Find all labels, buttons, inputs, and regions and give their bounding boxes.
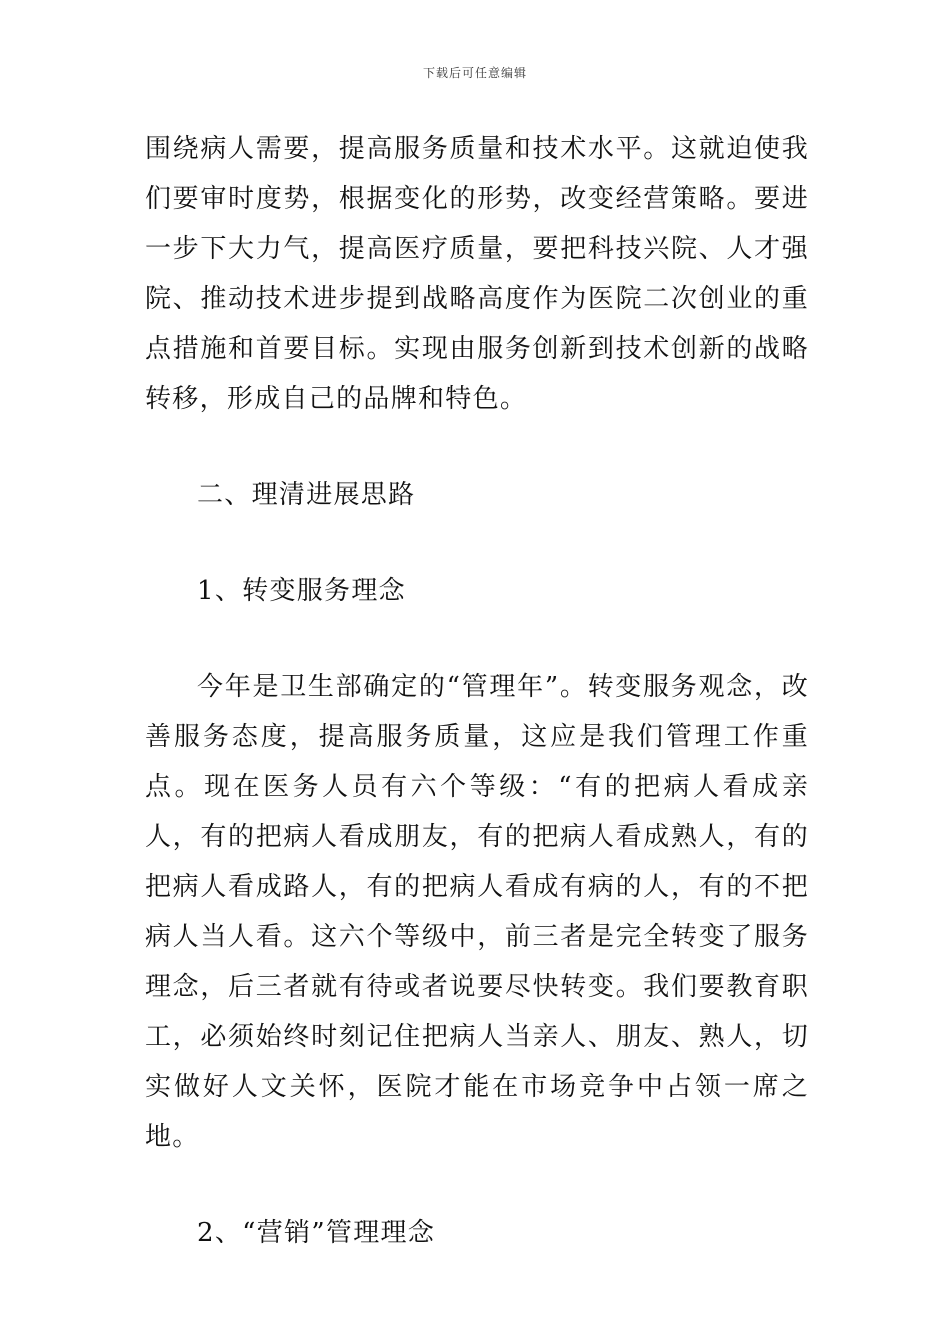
document-body [145, 124, 809, 1258]
paragraph-continued: 围绕病人需要，提高服务质量和技术水平。这就迫使我们要审时度势，根据变化的形势，改变经营策略。要进一步下大力气，提高医疗质量，要把科技兴院、人才强院、推动技术进步提到战略高度作为医院二次创业的重点措施和首要目标。实现由服务创新到技术创新的战略转移，形成自己的品牌和特色。 [145, 134, 809, 414]
section-heading: 二、理清进展思路 [197, 480, 416, 510]
header-note: 下载后可任意编辑 [422, 66, 527, 80]
subsection-heading-2: 2、“营销”管理理念 [197, 1218, 436, 1248]
paragraph-service-concept: 今年是卫生部确定的“管理年”。转变服务观念，改善服务态度，提高服务质量，这应是我们管理工作重点。现在医务人员有六个等级：“有的把病人看成亲人，有的把病人看成朋友，有的把病人看成熟人，有的把病人看成路人，有的把病人看成有病的人，有的不把病人当人看。这六个等级中，前三者是完全转变了服务理念，后三者就有待或者说要尽快转变。我们要教育职工，必须始终时刻记住把病人当亲人、朋友、熟人，切实做好人文关怀，医院才能在市场竞争中占领一席之地。 [145, 672, 809, 1152]
subsection-heading-1: 1、转变服务理念 [197, 576, 406, 606]
